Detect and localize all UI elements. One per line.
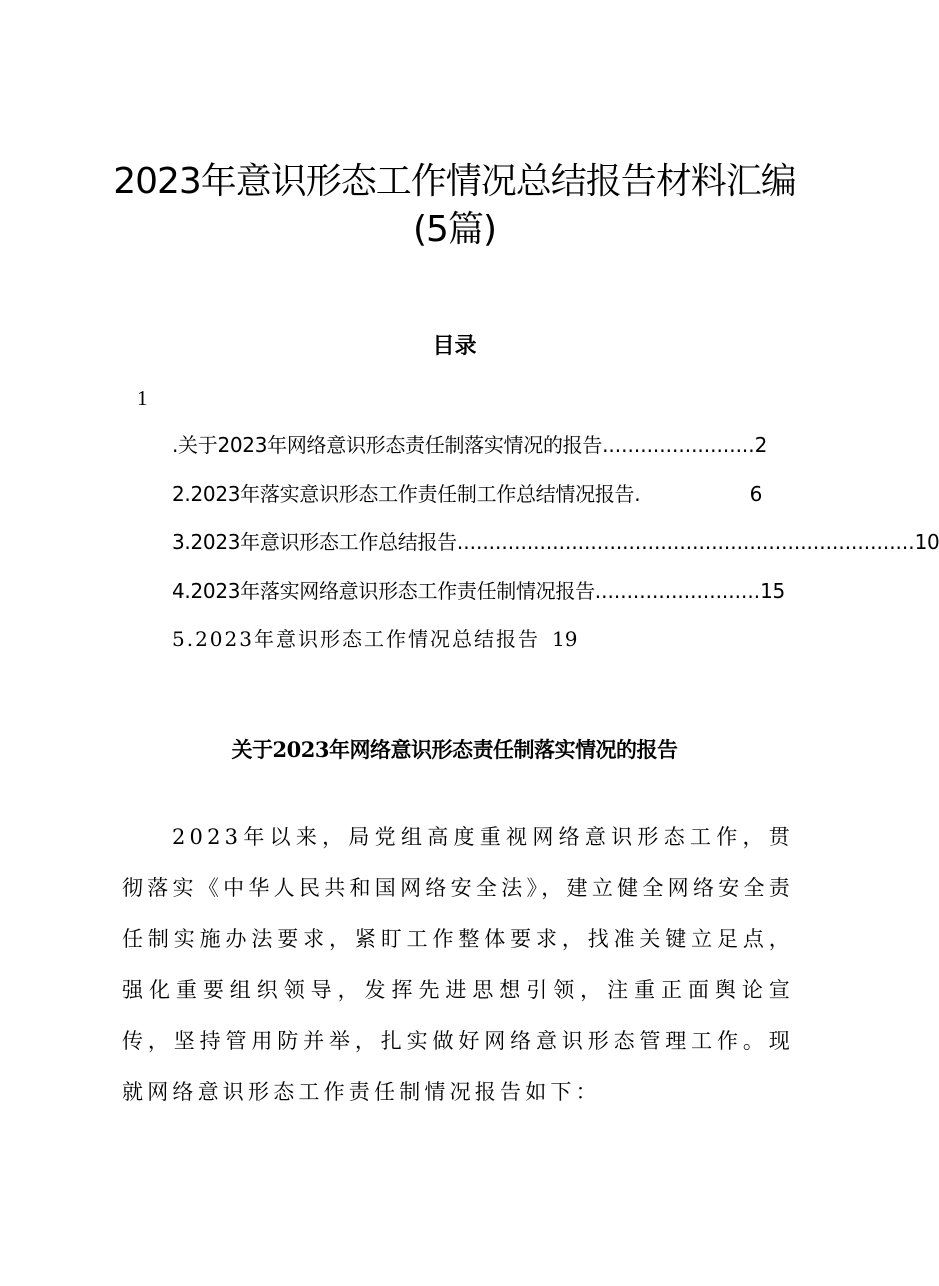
body-paragraph: 2023年以来，局党组高度重视网络意识形态工作，贯彻落实《中华人民共和国网络安全法》，建立健全网络安全责任制实施办法要求，紧盯工作整体要求，找准关键立足点，强化重要组织领导，发挥先进思想引领，注重正面舆论宣传，坚持管用防并举，扎实做好网络意识形态管理工作。现就网络意识形态工作责任制情况报告如下： [122, 825, 794, 1104]
toc-entry-leader: ........................................................................ [456, 530, 915, 554]
toc-entry-text: 5.2023年意识形态工作情况总结报告 [172, 627, 540, 651]
toc-entry-page: 15 [760, 578, 785, 603]
toc-entry-text: 3.2023年意识形态工作总结报告 [172, 530, 457, 554]
toc-entry-leader: .......................... [594, 578, 761, 603]
toc-entry-page: 6 [749, 481, 762, 506]
section-heading: 关于2023年网络意识形态责任制落实情况的报告 [231, 737, 678, 762]
toc-entry-leader: . [634, 481, 641, 506]
toc-entry-1[interactable] [172, 428, 768, 477]
document-title-line-1: 2023年意识形态工作情况总结报告材料汇编 [113, 161, 796, 202]
document-title-line-2: (5篇) [413, 209, 496, 250]
toc-entry-2[interactable] [172, 477, 762, 526]
document-title [0, 158, 909, 254]
toc-entry-text: .关于2023年网络意识形态责任制落实情况的报告 [172, 433, 603, 457]
toc-leading-number: 1 [137, 386, 148, 410]
toc-entry-text: 2.2023年落实意识形态工作责任制工作总结情况报告 [172, 481, 635, 506]
toc-entry-page: 2 [754, 433, 768, 457]
toc-heading: 目录 [432, 333, 477, 359]
toc-entry-leader: ........................ [602, 433, 755, 457]
toc-entry-text: 4.2023年落实网络意识形态工作责任制情况报告 [172, 578, 595, 603]
toc-entry-3[interactable] [172, 525, 939, 574]
toc-entry-5[interactable] [172, 622, 762, 671]
toc-entry-4[interactable] [172, 574, 785, 623]
toc-entry-page: 19 [551, 627, 578, 651]
toc-entry-page: 10 [914, 530, 939, 554]
table-of-contents [172, 428, 939, 671]
